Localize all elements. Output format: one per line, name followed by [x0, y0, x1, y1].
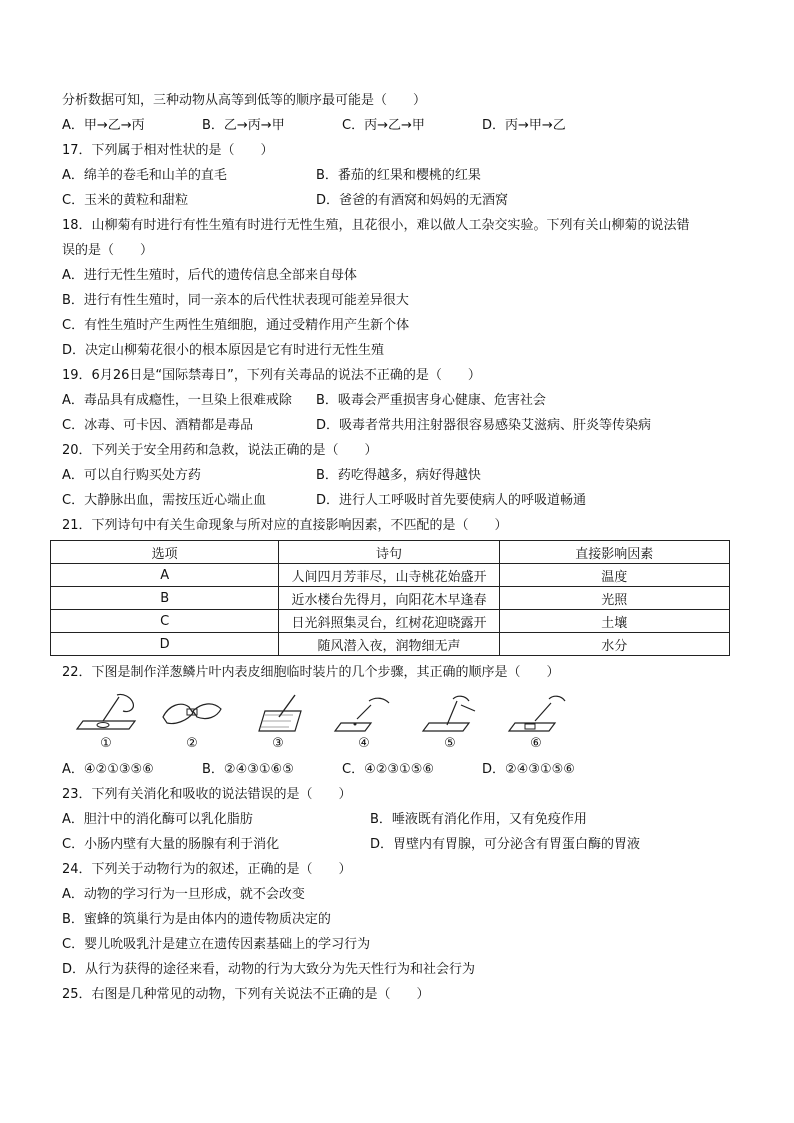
q23-options-row1	[62, 807, 742, 832]
q21-header-factor: 直接影响因素	[499, 541, 729, 564]
q22-stem: 22．下图是制作洋葱鳞片叶内表皮细胞临时装片的几个步骤，其正确的顺序是（ ）	[62, 665, 560, 680]
q20-option-b: B．药吃得越多，病好得越快	[316, 468, 481, 483]
q19-option-d: D．吸毒者常共用注射器很容易感染艾滋病、肝炎等传染病	[316, 418, 652, 433]
q19-options-row2	[62, 413, 742, 438]
q20-stem: 20．下列关于安全用药和急救，说法正确的是（ ）	[62, 443, 378, 458]
q21-cell-option: A	[51, 564, 279, 587]
q22-option-a: A．④②①③⑤⑥	[62, 762, 154, 777]
q19-option-c: C．冰毒、可卡因、酒精都是毒品	[62, 418, 254, 433]
q22-figure-label: ④	[358, 736, 370, 751]
q22-figure-2	[158, 691, 226, 757]
q23-option-a: A．胆汁中的消化酶可以乳化脂肪	[62, 812, 253, 827]
q21-cell-factor: 光照	[499, 587, 729, 610]
wiping-slide-icon	[73, 691, 139, 735]
q22-figure-label: ⑥	[530, 736, 542, 751]
table-row	[51, 633, 730, 656]
q17-options-row2	[62, 188, 742, 213]
q21-cell-poem: 日光斜照集灵台，红树花迎晓露开	[279, 610, 499, 633]
table-row	[51, 587, 730, 610]
q19-stem: 19．6月26日是“国际禁毒日”，下列有关毒品的说法不正确的是（ ）	[62, 368, 481, 383]
q20-options-row1	[62, 463, 742, 488]
q16-option-c: C．丙→乙→甲	[342, 118, 425, 133]
q23-option-d: D．胃壁内有胃腺，可分泌含有胃蛋白酶的胃液	[370, 837, 641, 852]
q21-stem: 21．下列诗句中有关生命现象与所对应的直接影响因素，不匹配的是（ ）	[62, 518, 508, 533]
q21-cell-poem: 人间四月芳菲尽，山寺桃花始盛开	[279, 564, 499, 587]
spreading-tissue-icon	[245, 691, 311, 735]
q17-option-d: D．爸爸的有酒窝和妈妈的无酒窝	[316, 193, 509, 208]
q16-option-a: A．甲→乙→丙	[62, 118, 145, 133]
q21-cell-option: D	[51, 633, 279, 656]
q23-stem: 23．下列有关消化和吸收的说法错误的是（ ）	[62, 787, 352, 802]
q21-table	[50, 540, 730, 656]
dropping-water-icon	[331, 691, 397, 735]
q22-figure-1	[72, 691, 140, 757]
q17-stem: 17．下列属于相对性状的是（ ）	[62, 143, 274, 158]
q24-stem: 24．下列关于动物行为的叙述，正确的是（ ）	[62, 862, 352, 877]
q19-option-a: A．毒品具有成瘾性，一旦染上很难戒除	[62, 393, 292, 408]
q18-stem-line2: 误的是（ ）	[62, 243, 154, 258]
q16-option-d: D．丙→甲→乙	[482, 118, 566, 133]
q21-cell-poem: 随风潜入夜，润物细无声	[279, 633, 499, 656]
table-row	[51, 564, 730, 587]
q20-option-a: A．可以自行购买处方药	[62, 468, 201, 483]
q22-option-b: B．②④③①⑥⑤	[202, 762, 294, 777]
q23-option-b: B．唾液既有消化作用，又有免疫作用	[370, 812, 587, 827]
q16-option-b: B．乙→丙→甲	[202, 118, 285, 133]
q17-options-row1	[62, 163, 742, 188]
staining-slide-icon	[503, 691, 569, 735]
q22-figure-strip	[72, 691, 742, 757]
q19-option-b: B．吸毒会严重损害身心健康、危害社会	[316, 393, 546, 408]
q18-option-b: B．进行有性生殖时，同一亲本的后代性状表现可能差异很大	[62, 293, 409, 308]
q22-figure-4	[330, 691, 398, 757]
q21-cell-option: C	[51, 610, 279, 633]
q21-cell-factor: 温度	[499, 564, 729, 587]
q19-options-row1	[62, 388, 742, 413]
q22-figure-3	[244, 691, 312, 757]
q21-cell-factor: 水分	[499, 633, 729, 656]
covering-slip-icon	[417, 691, 483, 735]
q24-option-d: D．从行为获得的途径来看，动物的行为大致分为先天性行为和社会行为	[62, 962, 476, 977]
q24-option-b: B．蜜蜂的筑巢行为是由体内的遗传物质决定的	[62, 912, 331, 927]
q24-option-a: A．动物的学习行为一旦形成，就不会改变	[62, 887, 305, 902]
q21-cell-factor: 土壤	[499, 610, 729, 633]
q22-figure-label: ⑤	[444, 736, 456, 751]
exam-page	[62, 88, 742, 1007]
q21-header-option: 选项	[51, 541, 279, 564]
q22-options	[62, 757, 742, 782]
q21-table-header	[51, 541, 730, 564]
q17-option-a: A．绵羊的卷毛和山羊的直毛	[62, 168, 227, 183]
q22-option-c: C．④②③①⑤⑥	[342, 762, 435, 777]
q24-option-c: C．婴儿吮吸乳汁是建立在遗传因素基础上的学习行为	[62, 937, 371, 952]
q16-options	[62, 113, 742, 138]
q16-stem: 分析数据可知，三种动物从高等到低等的顺序最可能是（ ）	[62, 93, 427, 108]
q20-option-d: D．进行人工呼吸时首先要使病人的呼吸道畅通	[316, 493, 587, 508]
tearing-epidermis-icon	[159, 691, 225, 735]
q22-figure-label: ①	[100, 736, 112, 751]
q17-option-b: B．番茄的红果和樱桃的红果	[316, 168, 481, 183]
q23-options-row2	[62, 832, 742, 857]
q21-header-poem: 诗句	[279, 541, 499, 564]
q22-figure-label: ③	[272, 736, 284, 751]
q18-option-d: D．决定山柳菊花很小的根本原因是它有时进行无性生殖	[62, 343, 385, 358]
q25-stem: 25．右图是几种常见的动物，下列有关说法不正确的是（ ）	[62, 987, 430, 1002]
q23-option-c: C．小肠内壁有大量的肠腺有利于消化	[62, 837, 280, 852]
q18-stem-line1: 18．山柳菊有时进行有性生殖有时进行无性生殖，且花很小，难以做人工杂交实验。下列有关山柳菊的说法错	[62, 218, 690, 233]
table-row	[51, 610, 730, 633]
q18-option-a: A．进行无性生殖时，后代的遗传信息全部来自母体	[62, 268, 357, 283]
q22-figure-5	[416, 691, 484, 757]
q21-cell-poem: 近水楼台先得月，向阳花木早逢春	[279, 587, 499, 610]
q21-cell-option: B	[51, 587, 279, 610]
q18-option-c: C．有性生殖时产生两性生殖细胞，通过受精作用产生新个体	[62, 318, 410, 333]
q17-option-c: C．玉米的黄粒和甜粒	[62, 193, 189, 208]
q22-figure-label: ②	[186, 736, 198, 751]
q20-options-row2	[62, 488, 742, 513]
q22-figure-6	[502, 691, 570, 757]
q22-option-d: D．②④③①⑤⑥	[482, 762, 575, 777]
q20-option-c: C．大静脉出血，需按压近心端止血	[62, 493, 267, 508]
